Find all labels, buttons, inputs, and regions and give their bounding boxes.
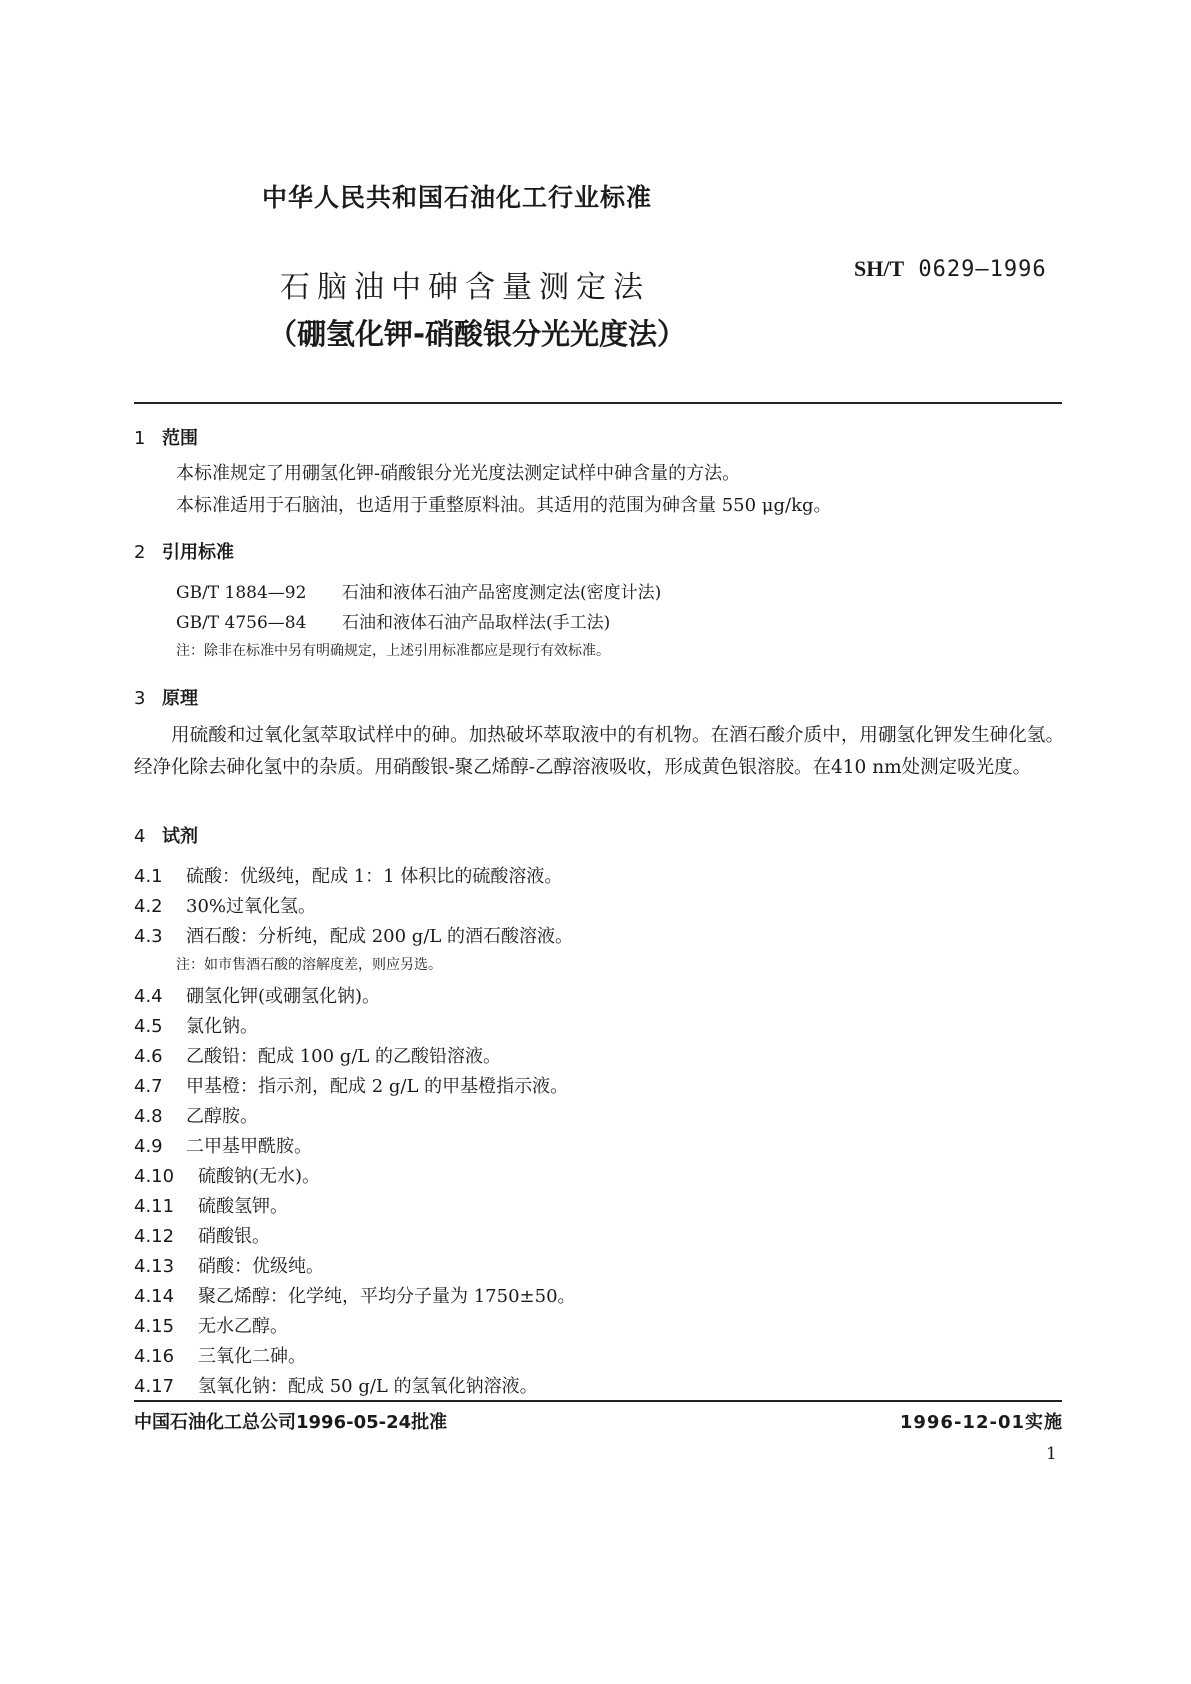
reagent-text: 氢氧化钠：配成 50 g/L 的氢氧化钠溶液。 [198, 1376, 538, 1397]
reagent-number: 4.4 [134, 986, 163, 1007]
reagent-item [134, 1282, 576, 1308]
section-heading-scope [134, 424, 198, 450]
standard-category: 中华人民共和国石油化工行业标准 [262, 183, 653, 212]
reagent-item [134, 1312, 288, 1338]
reference-row [176, 608, 610, 633]
reagent-item [134, 1372, 538, 1398]
footer-rule [134, 1400, 1062, 1402]
header-rule [134, 402, 1062, 404]
scope-line: 本标准规定了用硼氢化钾-硝酸银分光光度法测定试样中砷含量的方法。 [176, 463, 741, 484]
reagent-text: 硫酸：优级纯，配成 1：1 体积比的硫酸溶液。 [186, 866, 563, 887]
reagent-number: 4.1 [134, 866, 163, 887]
reagent-text: 无水乙醇。 [198, 1316, 288, 1337]
standard-code [854, 256, 1047, 282]
reference-code: GB/T 4756—84 [176, 613, 307, 633]
section-heading-reagents [134, 822, 198, 848]
principle-paragraph: 用硫酸和过氧化氢萃取试样中的砷。加热破坏萃取液中的有机物。在酒石酸介质中，用硼氢化钾发生砷化氢。经净化除去砷化氢中的杂质。用硝酸银-聚乙烯醇-乙醇溶液吸收，形成黄色银溶胶。在410 nm处测定吸光度。 [134, 725, 1064, 778]
standard-code-prefix: SH/T [854, 256, 905, 281]
reagent-number: 4.17 [134, 1376, 175, 1397]
reference-title: 石油和液体石油产品密度测定法(密度计法) [342, 583, 662, 603]
reagent-item [134, 1192, 288, 1218]
reagent-item [134, 1342, 306, 1368]
reagent-note: 注：如市售酒石酸的溶解度差，则应另选。 [176, 957, 442, 973]
reagent-number: 4.8 [134, 1106, 163, 1127]
document-title: 石脑油中砷含量测定法 [280, 270, 650, 305]
reagent-text: 硝酸：优级纯。 [198, 1256, 324, 1277]
reagent-number: 4.7 [134, 1076, 163, 1097]
reagent-item [134, 922, 573, 948]
reagent-number: 4.14 [134, 1286, 175, 1307]
reagent-item [134, 892, 316, 918]
reagent-text: 30%过氧化氢。 [186, 896, 317, 917]
reagent-number: 4.6 [134, 1046, 163, 1067]
reagent-number: 4.9 [134, 1136, 163, 1157]
section-heading-principle [134, 684, 198, 710]
reagent-item [134, 1012, 258, 1038]
section-title: 范围 [162, 428, 198, 449]
reagent-item [134, 1222, 270, 1248]
reagent-number: 4.10 [134, 1166, 175, 1187]
reagent-text: 甲基橙：指示剂，配成 2 g/L 的甲基橙指示液。 [186, 1076, 569, 1097]
section-title: 引用标准 [162, 542, 234, 563]
reagent-item [134, 862, 562, 888]
reagent-item [134, 1162, 320, 1188]
section-title: 试剂 [162, 826, 198, 847]
reagent-text: 氯化钠。 [186, 1016, 258, 1037]
page-number: 1 [1046, 1444, 1057, 1464]
reagent-number: 4.16 [134, 1346, 175, 1367]
section-number: 1 [134, 428, 146, 449]
reagent-text: 硫酸氢钾。 [198, 1196, 288, 1217]
reagent-text: 二甲基甲酰胺。 [186, 1136, 312, 1157]
reagent-text: 乙醇胺。 [186, 1106, 258, 1127]
reference-title: 石油和液体石油产品取样法(手工法) [342, 613, 611, 633]
effective-date: 1996-12-01实施 [899, 1412, 1063, 1433]
section-number: 2 [134, 542, 146, 563]
reference-code: GB/T 1884—92 [176, 583, 307, 603]
reagent-text: 硼氢化钾(或硼氢化钠)。 [186, 986, 381, 1007]
section-title: 原理 [162, 688, 198, 709]
reagent-number: 4.12 [134, 1226, 175, 1247]
reagent-number: 4.5 [134, 1016, 163, 1037]
reagent-item [134, 1072, 568, 1098]
reagent-item [134, 982, 380, 1008]
reagent-text: 酒石酸：分析纯，配成 200 g/L 的酒石酸溶液。 [186, 926, 574, 947]
reagent-number: 4.15 [134, 1316, 175, 1337]
reagent-item [134, 1252, 324, 1278]
section-heading-references [134, 538, 234, 564]
approval-line: 中国石油化工总公司1996-05-24批准 [134, 1412, 448, 1433]
references-note: 注：除非在标准中另有明确规定，上述引用标准都应是现行有效标准。 [176, 643, 610, 659]
reagent-item [134, 1102, 258, 1128]
reagent-item [134, 1042, 501, 1068]
standard-code-number: 0629—1996 [918, 257, 1047, 282]
reagent-text: 乙酸铅：配成 100 g/L 的乙酸铅溶液。 [186, 1046, 502, 1067]
document-subtitle: （硼氢化钾-硝酸银分光光度法） [268, 317, 687, 351]
reagent-number: 4.11 [134, 1196, 175, 1217]
scope-line: 本标准适用于石脑油，也适用于重整原料油。其适用的范围为砷含量 550 μg/kg。 [176, 495, 832, 516]
reagent-text: 聚乙烯醇：化学纯，平均分子量为 1750±50。 [198, 1286, 576, 1307]
reagent-number: 4.13 [134, 1256, 175, 1277]
reagent-text: 三氧化二砷。 [198, 1346, 306, 1367]
reagent-number: 4.3 [134, 926, 163, 947]
section-number: 3 [134, 688, 146, 709]
section-number: 4 [134, 826, 146, 847]
reagent-text: 硫酸钠(无水)。 [198, 1166, 321, 1187]
reference-row [176, 578, 661, 603]
reagent-text: 硝酸银。 [198, 1226, 270, 1247]
reagent-item [134, 1132, 312, 1158]
reagent-number: 4.2 [134, 896, 163, 917]
